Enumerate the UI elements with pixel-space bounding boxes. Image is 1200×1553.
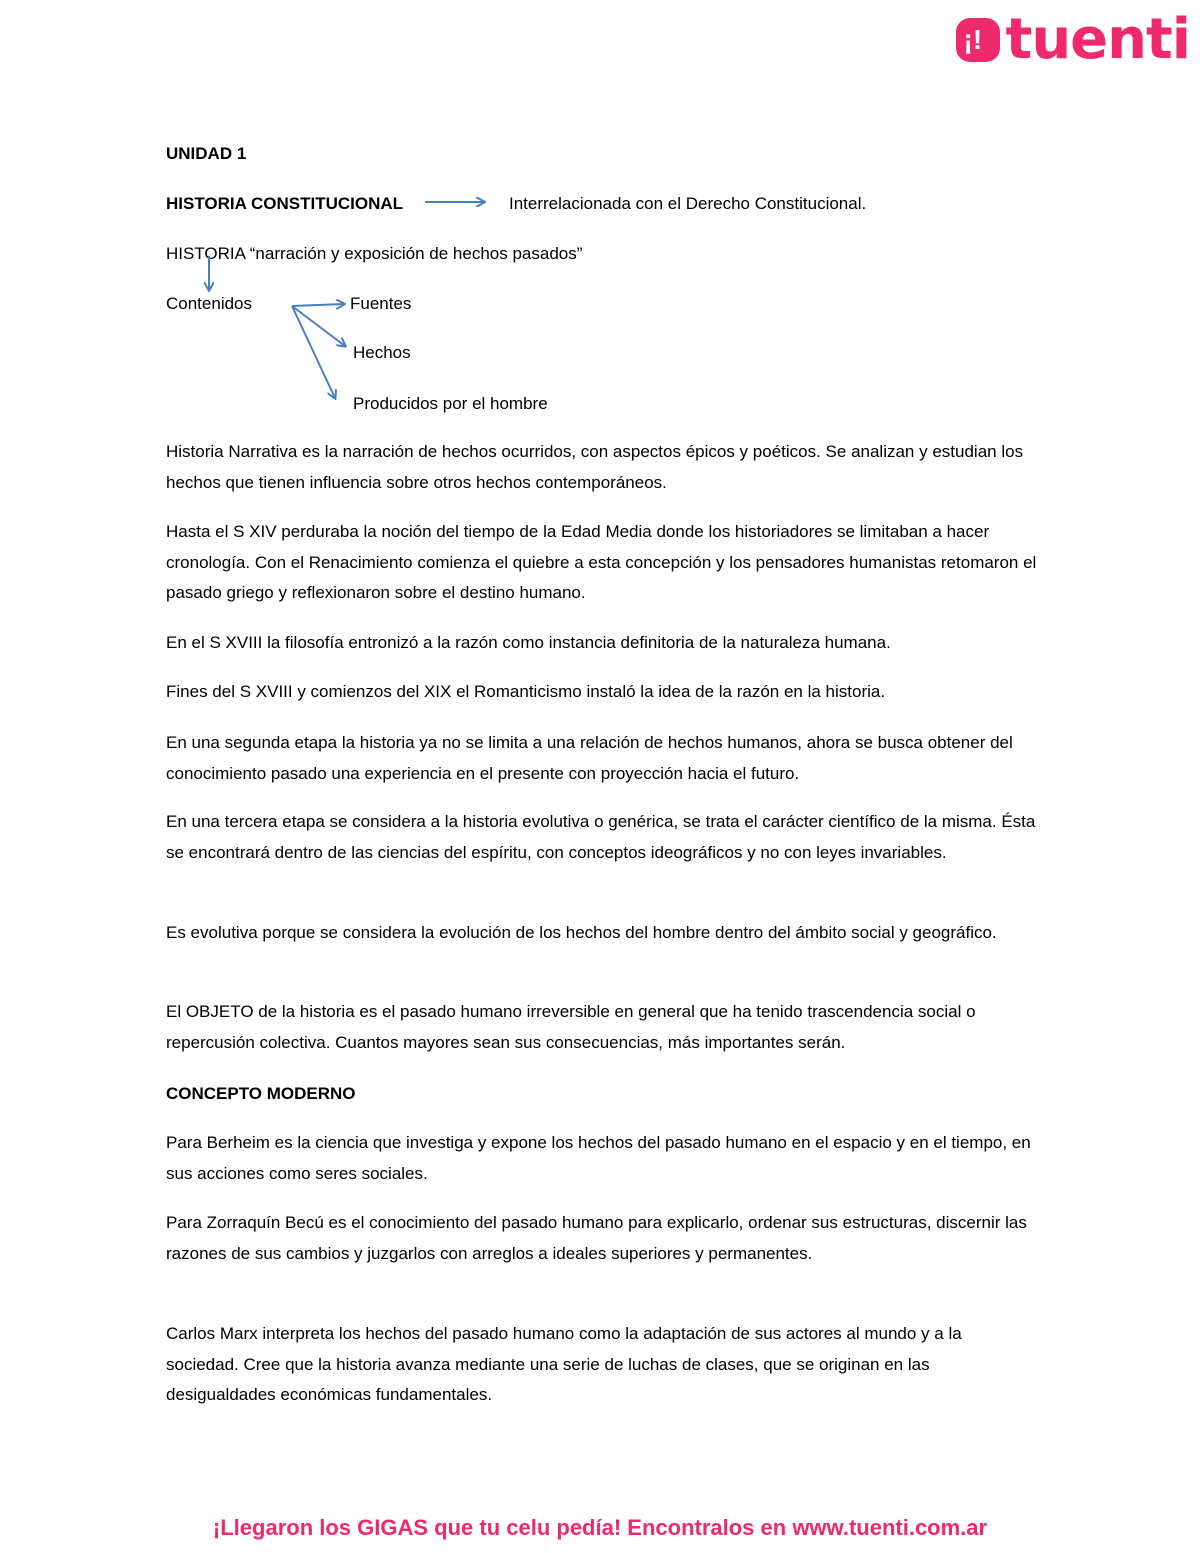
- historia-constitucional-label: HISTORIA CONSTITUCIONAL: [166, 194, 404, 213]
- arrow-to-hechos-icon: [292, 306, 345, 346]
- paragraph: En una tercera etapa se considera a la historia evolutiva o genérica, se trata el carácter científico de la misma. Ésta se encontrará dentro de las ciencias del espíritu, con conceptos ideográficos y no con leyes invariables.: [166, 812, 1036, 862]
- concepto-moderno-heading: CONCEPTO MODERNO: [166, 1084, 356, 1103]
- paragraph: Carlos Marx interpreta los hechos del pasado humano como la adaptación de sus actores al mundo y a la sociedad. Cree que la historia avanza mediante una serie de luchas de clases, que se originan en las desigualdades económicas fundamentales.: [166, 1324, 962, 1404]
- paragraph: Es evolutiva porque se considera la evolución de los hechos del hombre dentro del ámbito social y geográfico.: [166, 923, 997, 942]
- paragraph: En el S XVIII la filosofía entronizó a la razón como instancia definitoria de la naturaleza humana.: [166, 633, 891, 652]
- paragraph: Para Zorraquín Becú es el conocimiento del pasado humano para explicarlo, ordenar sus estructuras, discernir las razones de sus cambios y juzgarlos con arreglos a ideales superiores y permanentes.: [166, 1213, 1027, 1263]
- tuenti-logo: [956, 7, 1190, 72]
- paragraph: Historia Narrativa es la narración de hechos ocurridos, con aspectos épicos y poéticos. Se analizan y estudian los hechos que tienen influencia sobre otros hechos contemporáneos.: [166, 442, 1024, 492]
- paragraph: Fines del S XVIII y comienzos del XIX el Romanticismo instaló la idea de la razón en la historia.: [166, 682, 886, 701]
- contenido-item-producidos: Producidos por el hombre: [353, 394, 548, 413]
- unit-heading: UNIDAD 1: [166, 144, 247, 163]
- tuenti-logo-word: tuenti: [1005, 7, 1190, 72]
- paragraph: El OBJETO de la historia es el pasado humano irreversible en general que ha tenido trascendencia social o repercusión colectiva. Cuantos mayores sean sus consecuencias, más importantes serán.: [166, 1002, 976, 1052]
- historia-definition: HISTORIA “narración y exposición de hechos pasados”: [166, 244, 583, 263]
- paragraph: Para Berheim es la ciencia que investiga y expone los hechos del pasado humano en el espacio y en el tiempo, en sus acciones como seres sociales.: [166, 1133, 1031, 1183]
- contenidos-label: Contenidos: [166, 294, 253, 313]
- contenido-item-hechos: Hechos: [353, 343, 411, 362]
- historia-constitucional-related: Interrelacionada con el Derecho Constitucional.: [509, 194, 867, 213]
- paragraph: Hasta el S XIV perduraba la noción del tiempo de la Edad Media donde los historiadores se limitaban a hacer cronología. Con el Renacimiento comienza el quiebre a esta concepción y los pensadores humanistas retomaron el pasado griego y reflexionaron sobre el destino humano.: [166, 522, 1037, 602]
- contenido-item-fuentes: Fuentes: [350, 294, 412, 313]
- paragraph: En una segunda etapa la historia ya no se limita a una relación de hechos humanos, ahora se busca obtener del conocimiento pasado una experiencia en el presente con proyección hacia el futuro.: [166, 733, 1013, 783]
- arrow-to-fuentes-icon: [292, 304, 344, 306]
- tuenti-logo-mark: ¡!: [956, 18, 1000, 62]
- promo-footer: ¡Llegaron los GIGAS que tu celu pedía! Encontralos en www.tuenti.com.ar: [212, 1515, 988, 1540]
- arrow-to-producidos-icon: [292, 306, 335, 398]
